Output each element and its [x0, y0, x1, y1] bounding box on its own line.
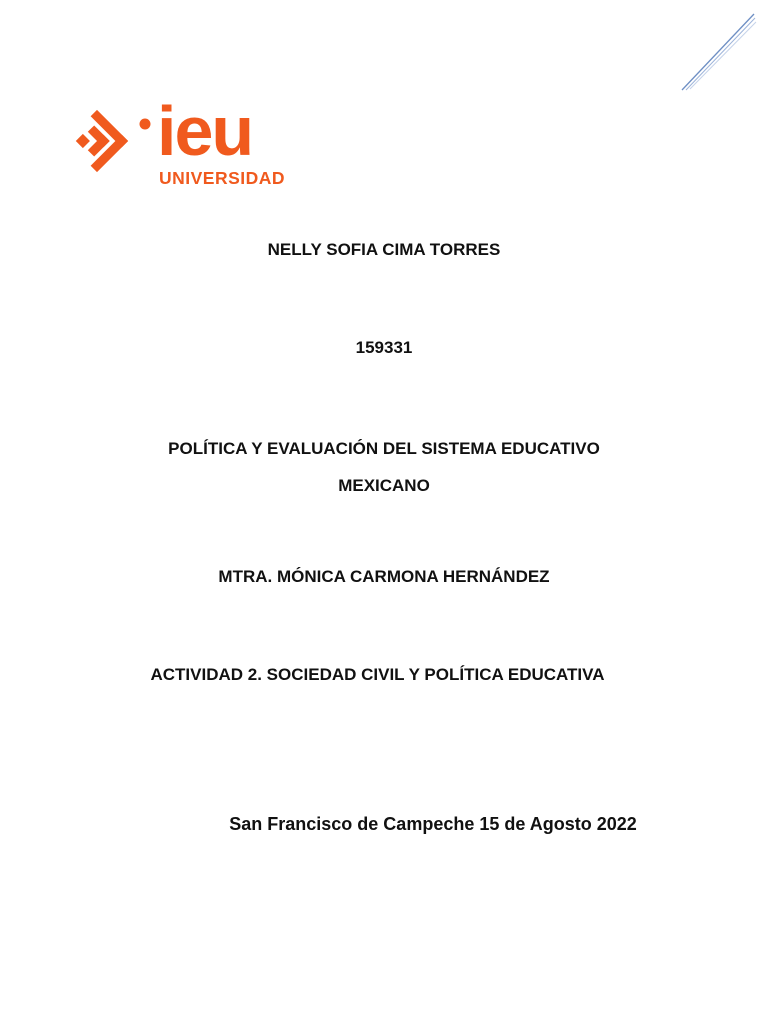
activity-title: ACTIVIDAD 2. SOCIEDAD CIVIL Y POLÍTICA EDUCATIVA — [150, 665, 605, 684]
student-id: 159331 — [355, 338, 413, 357]
student-name: NELLY SOFIA CIMA TORRES — [267, 240, 501, 259]
course-title-line-1: POLÍTICA Y EVALUACIÓN DEL SISTEMA EDUCATIVO — [168, 439, 600, 458]
course-title-line-2: MEXICANO — [338, 476, 430, 495]
corner-decoration-lines — [676, 10, 758, 94]
place-and-date: San Francisco de Campeche 15 de Agosto 2022 — [229, 814, 637, 834]
logo-subtitle: UNIVERSIDAD — [159, 168, 286, 188]
ieu-universidad-logo — [62, 98, 302, 188]
course-title — [0, 430, 768, 504]
logo-wordmark: ieu — [157, 98, 253, 170]
teacher-name: MTRA. MÓNICA CARMONA HERNÁNDEZ — [218, 567, 550, 586]
